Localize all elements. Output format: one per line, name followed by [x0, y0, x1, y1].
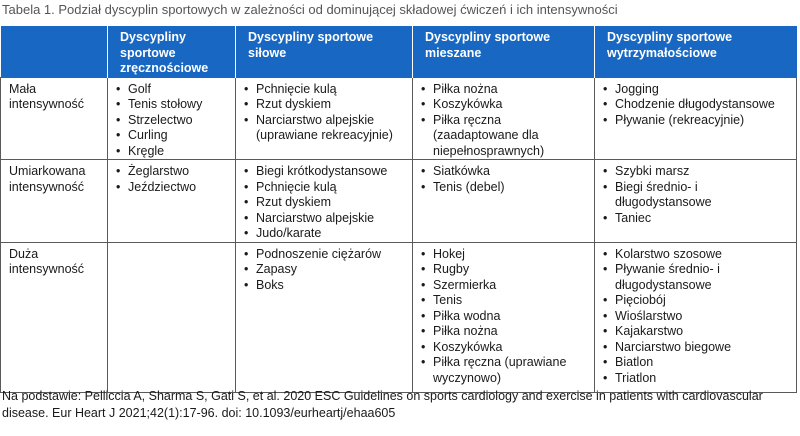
row-label: Mała intensywność	[1, 77, 108, 160]
discipline-item: • Piłka ręczna (uprawiane wyczynowo)	[421, 355, 588, 386]
discipline-item: • Koszykówka	[421, 97, 588, 113]
discipline-item: • Rugby	[421, 262, 588, 278]
cell-wytrzymalosciowe	[595, 77, 797, 160]
discipline-item: • Narciarstwo alpejskie (uprawiane rekreacyjnie)	[244, 113, 406, 144]
discipline-item: • Wioślarstwo	[603, 309, 790, 325]
header-empty	[1, 26, 108, 77]
discipline-item: • Strzelectwo	[116, 113, 229, 129]
discipline-list	[603, 247, 790, 387]
discipline-item: • Golf	[116, 82, 229, 98]
discipline-list	[244, 247, 406, 294]
discipline-item: • Rzut dyskiem	[244, 195, 406, 211]
discipline-item: • Tenis stołowy	[116, 97, 229, 113]
discipline-item: • Triatlon	[603, 371, 790, 387]
discipline-item: • Narciarstwo alpejskie	[244, 211, 406, 227]
discipline-item: • Hokej	[421, 247, 588, 263]
discipline-item: • Tenis (debel)	[421, 180, 588, 196]
sports-table	[0, 26, 797, 393]
table-header-row	[1, 26, 797, 77]
discipline-item: • Pchnięcie kulą	[244, 180, 406, 196]
cell-wytrzymalosciowe	[595, 242, 797, 392]
discipline-item: • Biegi krótkodystansowe	[244, 164, 406, 180]
discipline-item: • Pięciobój	[603, 293, 790, 309]
discipline-item: • Rzut dyskiem	[244, 97, 406, 113]
row-label: Duża intensywność	[1, 242, 108, 392]
discipline-item: • Piłka wodna	[421, 309, 588, 325]
table-row	[1, 242, 797, 392]
cell-mieszane	[413, 242, 595, 392]
discipline-item: • Szermierka	[421, 278, 588, 294]
discipline-item: • Zapasy	[244, 262, 406, 278]
discipline-item: • Piłka nożna	[421, 82, 588, 98]
discipline-item: • Biegi średnio- i długodystansowe	[603, 180, 790, 211]
discipline-list	[421, 82, 588, 160]
cell-mieszane	[413, 160, 595, 243]
discipline-item: • Piłka ręczna (zaadaptowane dla niepełnosprawnych)	[421, 113, 588, 160]
discipline-item: • Chodzenie długodystansowe	[603, 97, 790, 113]
discipline-item: • Piłka nożna	[421, 324, 588, 340]
discipline-item: • Kręgle	[116, 144, 229, 160]
discipline-item: • Jogging	[603, 82, 790, 98]
header-wytrzymalosciowe: Dyscypliny sportowe wytrzymałościowe	[595, 26, 797, 77]
discipline-list	[603, 164, 790, 226]
discipline-item: • Pchnięcie kulą	[244, 82, 406, 98]
cell-silowe	[236, 77, 413, 160]
discipline-item: • Jeździectwo	[116, 180, 229, 196]
discipline-list	[244, 82, 406, 144]
discipline-item: • Tenis	[421, 293, 588, 309]
discipline-item: • Curling	[116, 128, 229, 144]
discipline-item: • Kajakarstwo	[603, 324, 790, 340]
discipline-list	[244, 164, 406, 242]
discipline-item: • Podnoszenie ciężarów	[244, 247, 406, 263]
cell-silowe	[236, 242, 413, 392]
discipline-item: • Koszykówka	[421, 340, 588, 356]
discipline-item: • Siatkówka	[421, 164, 588, 180]
discipline-list	[116, 82, 229, 160]
source-note: Na podstawie: Pelliccia A, Sharma S, Gati S, et al. 2020 ESC Guidelines on sports cardiology and exercise in patients with cardiovascular disease. Eur Heart J 2021;42(1):17-96. doi: 10.1093/eurheartj/ehaa605	[2, 389, 763, 420]
discipline-item: • Szybki marsz	[603, 164, 790, 180]
discipline-item: • Narciarstwo biegowe	[603, 340, 790, 356]
cell-silowe	[236, 160, 413, 243]
header-silowe: Dyscypliny sportowe siłowe	[236, 26, 413, 77]
cell-zrecznosciowe	[108, 160, 236, 243]
cell-mieszane	[413, 77, 595, 160]
cell-wytrzymalosciowe	[595, 160, 797, 243]
discipline-list	[421, 164, 588, 195]
row-label: Umiarkowana intensywność	[1, 160, 108, 243]
discipline-item: • Kolarstwo szosowe	[603, 247, 790, 263]
discipline-list	[116, 164, 229, 195]
discipline-item: • Taniec	[603, 211, 790, 227]
header-zrecznosciowe: Dyscypliny sportowe zręcznościowe	[108, 26, 236, 77]
discipline-item: • Pływanie (rekreacyjnie)	[603, 113, 790, 129]
table-caption: Tabela 1. Podział dyscyplin sportowych w zależności od dominującej składowej ćwiczeń i ich intensywności	[2, 2, 618, 17]
discipline-list	[421, 247, 588, 387]
discipline-item: • Boks	[244, 278, 406, 294]
discipline-list	[603, 82, 790, 129]
table-row	[1, 77, 797, 160]
table-row	[1, 160, 797, 243]
cell-zrecznosciowe	[108, 77, 236, 160]
discipline-item: • Żeglarstwo	[116, 164, 229, 180]
cell-zrecznosciowe	[108, 242, 236, 392]
discipline-item: • Pływanie średnio- i długodystansowe	[603, 262, 790, 293]
discipline-item: • Judo/karate	[244, 226, 406, 242]
header-mieszane: Dyscypliny sportowe mieszane	[413, 26, 595, 77]
discipline-item: • Biatlon	[603, 355, 790, 371]
